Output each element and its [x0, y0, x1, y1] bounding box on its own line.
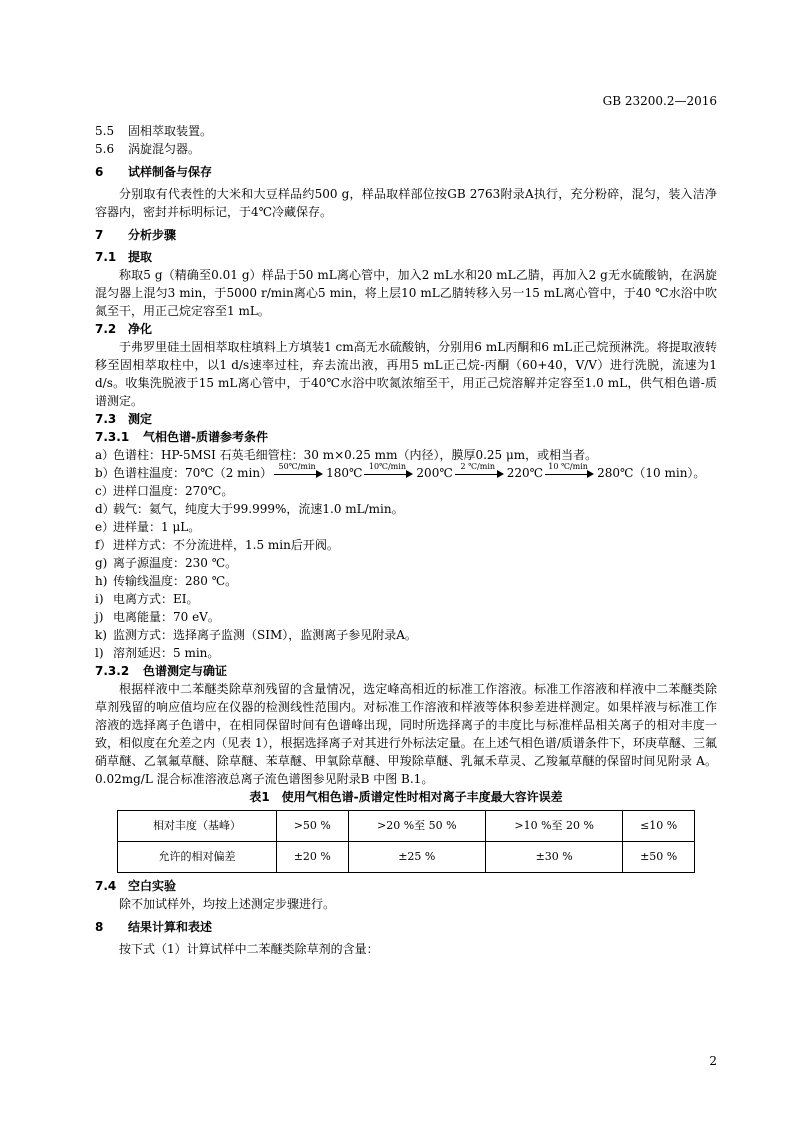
list-item-d: d） 载气：氦气，纯度大于99.999%，流速1.0 mL/min。 [95, 502, 404, 516]
item-5-5: 5.5 固相萃取装置。 [95, 124, 213, 138]
section-7-2-heading: 7.2 净化 [95, 322, 153, 336]
list-item-h: h) 传输线温度：280 ℃。 [95, 574, 238, 588]
temperature-program: 色谱柱温度：70℃（2 min） 50℃/min 180℃ 10℃/min 200℃ 2 ℃/min 220℃ 10 ℃/min 280℃（10 min）。 [113, 461, 706, 480]
ramp-arrow-2: 10℃/min [364, 468, 414, 480]
table-1-caption: 表1 使用气相色谱-质谱定性时相对离子丰度最大容许误差 [249, 790, 563, 804]
section-7-3-2-para: 根据样液中二苯醚类除草剂残留的含量情况，选定峰高相近的标准工作溶液。标准工作溶液和样液中二苯醚类除草剂残留的响应值均应在仪器的检测线性范围内。对标准工作溶液和样液等体积参差进样测定。如果样液与标准工作溶液的选择离子色谱中，在相同保留时间有色谱峰出现，同时所选择离子的丰度比与标准样品相关离子的相对丰度一致，相似度在允差之内（见表 1），根据选择离子对其进行外标法定量。在上述气相色谱/质谱条件下，环庚草醚、三氟硝草醚、乙氧氟草醚、除草醚、苯草醚、甲氧除草醚、甲羧除草醚、乳氟禾草灵、乙羧氟草醚的保留时间见附录 A。0.02mg/L 混合标准溶液总离子流色谱图参见附录B 中图 B.1。 [95, 682, 717, 786]
table-cell: ±25 % [348, 842, 485, 873]
list-item-l: l) 溶剂延迟：5 min。 [95, 646, 220, 660]
document-body [95, 122, 717, 958]
section-7-3-1-heading: 7.3.1 气相色谱-质谱参考条件 [95, 430, 268, 444]
section-7-3-2-heading: 7.3.2 色谱测定与确证 [95, 664, 228, 678]
table-cell: ±20 % [277, 842, 349, 873]
list-item-i: i) 电离方式：EI。 [95, 592, 199, 606]
page-number: 2 [709, 1054, 717, 1068]
list-item-j: j) 电离能量：70 eV。 [95, 610, 220, 624]
table-row [118, 842, 695, 873]
table-row [118, 811, 695, 842]
section-7-1-heading: 7.1 提取 [95, 250, 153, 264]
table-cell: ≤10 % [623, 811, 695, 842]
table-cell: >50 % [277, 811, 349, 842]
section-7-1-para: 称取5 g（精确至0.01 g）样品于50 mL离心管中，加入2 mL水和20 mL乙腈，再加入2 g无水硫酸钠，在涡旋混匀器上混匀3 min，于5000 r/min离心5 min，将上层10 mL乙腈转移入另一15 mL离心管中，于40 ℃水浴中吹氮至干，用正己烷定容至1 mL。 [95, 268, 717, 318]
section-6-heading: 6 试样制备与保存 [95, 165, 213, 179]
list-item-a: a） 色谱柱：HP-5MSI 石英毛细管柱：30 m×0.25 mm（内径），膜厚0.25 μm，或相当者。 [95, 448, 598, 462]
table-cell: >20 %至 50 % [348, 811, 485, 842]
section-7-4-para: 除不加试样外，均按上述测定步骤进行。 [119, 897, 336, 911]
table-cell: ±30 % [485, 842, 622, 873]
section-7-heading: 7 分析步骤 [95, 228, 177, 242]
section-8-heading: 8 结果计算和表述 [95, 920, 213, 934]
table-cell: >10 %至 20 % [485, 811, 622, 842]
item-5-6: 5.6 涡旋混匀器。 [95, 142, 201, 156]
standard-number: GB 23200.2—2016 [602, 94, 717, 108]
section-7-4-heading: 7.4 空白实验 [95, 879, 177, 893]
list-item-c: c） 进样口温度：270℃。 [95, 484, 234, 498]
table-cell: 相对丰度（基峰） [118, 811, 277, 842]
table-cell: ±50 % [623, 842, 695, 873]
list-item-k: k) 监测方式：选择离子监测（SIM），监测离子参见附录A。 [95, 628, 417, 642]
section-7-2-para: 于弗罗里硅土固相萃取柱填料上方填装1 cm高无水硫酸钠，分别用6 mL丙酮和6 mL正己烷预淋洗。将提取液转移至固相萃取柱中，以1 d/s速率过柱，弃去流出液，再用5 mL正己烷-丙酮（60+40，V/V）进行洗脱，流速为1 d/s。收集洗脱液于15 mL离心管中，于40℃水浴中吹氮浓缩至干，用正己烷溶解并定容至1.0 mL，供气相色谱-质谱测定。 [95, 340, 717, 408]
table-1 [117, 810, 695, 873]
table-cell: 允许的相对偏差 [118, 842, 277, 873]
list-item-g: g) 离子源温度：230 ℃。 [95, 556, 238, 570]
list-item-e: e） 进样量：1 μL。 [95, 520, 201, 534]
ramp-arrow-4: 10 ℃/min [545, 468, 595, 480]
ramp-arrow-1: 50℃/min [274, 468, 324, 480]
section-6-para: 分别取有代表性的大米和大豆样品约500 g，样品取样部位按GB 2763附录A执行，充分粉碎，混匀，装入洁净容器内，密封并标明标记，于4℃冷藏保存。 [95, 187, 717, 219]
list-item-b: b） 色谱柱温度：70℃（2 min） 50℃/min 180℃ 10℃/min 200℃ 2 ℃/min 220℃ 10 ℃/min 280℃（10 min）。 [95, 464, 717, 482]
list-item-f: f） 进样方式：不分流进样，1.5 min后开阀。 [95, 538, 339, 552]
section-7-3-heading: 7.3 测定 [95, 412, 153, 426]
section-8-para: 按下式（1）计算试样中二苯醚类除草剂的含量： [119, 942, 379, 956]
ramp-arrow-3: 2 ℃/min [455, 468, 505, 480]
